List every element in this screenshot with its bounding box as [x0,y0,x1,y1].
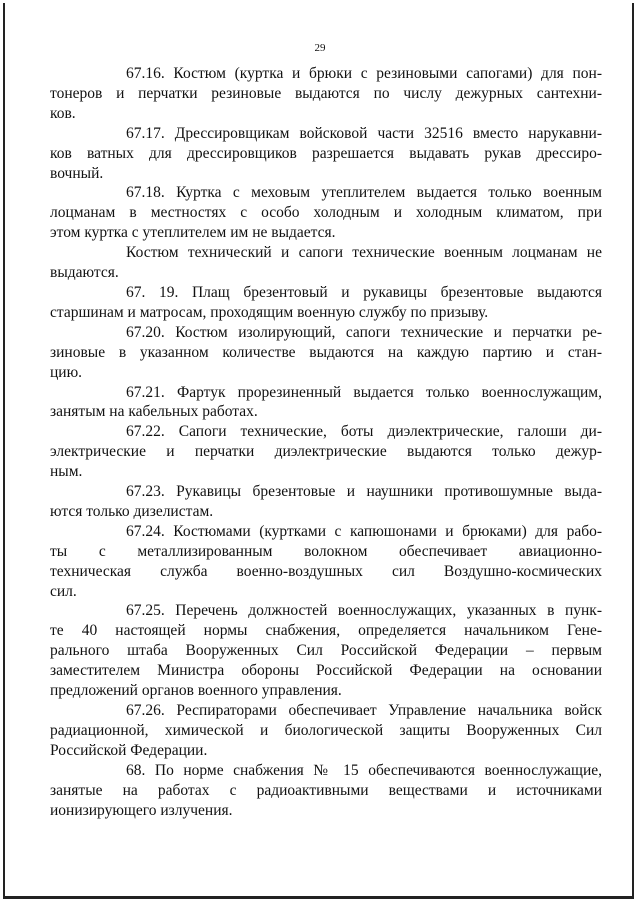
paragraph [50,243,602,283]
text-line: вочный. [50,164,104,182]
text-line: рального штаба Вооруженных Сил Российской Федерации – первым [50,642,602,660]
paragraph [50,522,602,602]
text-line: предложений органов военного управления. [50,682,342,700]
text-line: заместителем Министра обороны Российской Федерации на основании [50,662,602,680]
text-line: 67. 19. Плащ брезентовый и рукавицы брезентовые выдаются [126,283,602,301]
text-line: цию. [50,363,83,381]
text-line: 68. По норме снабжения № 15 обеспечиваются военнослужащие, [126,761,602,779]
paragraph [50,701,602,761]
paragraph [50,64,602,124]
text-line: сил. [50,582,77,600]
text-line: 67.20. Костюм изолирующий, сапоги технические и перчатки ре- [126,323,602,341]
text-line: 67.16. Костюм (куртка и брюки с резиновыми сапогами) для пон- [126,65,602,82]
text-line: Российской Федерации. [50,741,208,759]
text-line: старшинам и матросам, проходящим военную службу по призыву. [50,303,489,321]
text-line: зиновые в указанном количестве выдаются на каждую партию и стан- [50,343,602,361]
paragraph [50,283,602,323]
text-line: ков ватных для дрессировщиков разрешается выдавать рукав дрессиро- [50,144,602,162]
text-line: 67.17. Дрессировщикам войсковой части 32516 вместо нарукавни- [126,124,602,142]
text-line: 67.25. Перечень должностей военнослужащих, указанных в пунк- [126,602,602,620]
text-line: 67.21. Фартук прорезиненный выдается только военнослужащим, [126,383,602,401]
text-line: 67.23. Рукавицы брезентовые и наушники противошумные выда- [126,483,602,501]
text-line: радиационной, химической и биологической защиты Вооруженных Сил [50,721,602,739]
paragraph [50,601,602,701]
text-line: техническая служба военно-воздушных сил Воздушно-космических [50,562,602,580]
text-line: лоцманам в местностях с особо холодным и холодным климатом, при [50,204,602,222]
text-line: занятым на кабельных работах. [50,403,258,421]
text-line: этом куртка с утеплителем им не выдается. [50,224,336,242]
document-body [50,64,602,820]
paragraph [50,383,602,423]
text-line: те 40 настоящей нормы снабжения, определяется начальником Гене- [50,622,602,640]
text-line: 67.22. Сапоги технические, боты диэлектрические, галоши ди- [126,423,602,441]
text-line: 67.26. Респираторами обеспечивает Управление начальника войск [126,702,602,719]
text-line: 67.24. Костюмами (куртками с капюшонами и брюками) для рабо- [126,522,602,540]
text-line: тонеров и перчатки резиновые выдаются по числу дежурных сантехни- [50,84,602,102]
text-line: ионизирующего излучения. [50,801,233,819]
text-line: ным. [50,463,83,481]
text-line: выдаются. [50,264,119,282]
paragraph [50,124,602,184]
paragraph [50,323,602,383]
text-line: ков. [50,104,76,122]
page-number: 29 [314,42,326,54]
text-line: ются только дизелистам. [50,502,214,520]
paragraph [50,761,602,821]
paragraph [50,482,602,522]
text-line: ты с металлизированным волокном обеспечивает авиационно- [50,542,602,560]
paragraph [50,422,602,482]
text-line: Костюм технический и сапоги технические военным лоцманам не [126,244,602,262]
text-line: электрические и перчатки диэлектрические выдаются только дежур- [50,443,602,461]
text-line: 67.18. Куртка с меховым утеплителем выдается только военным [126,184,602,202]
paragraph [50,183,602,243]
text-line: занятые на работах с радиоактивными веществами и источниками [50,781,602,799]
